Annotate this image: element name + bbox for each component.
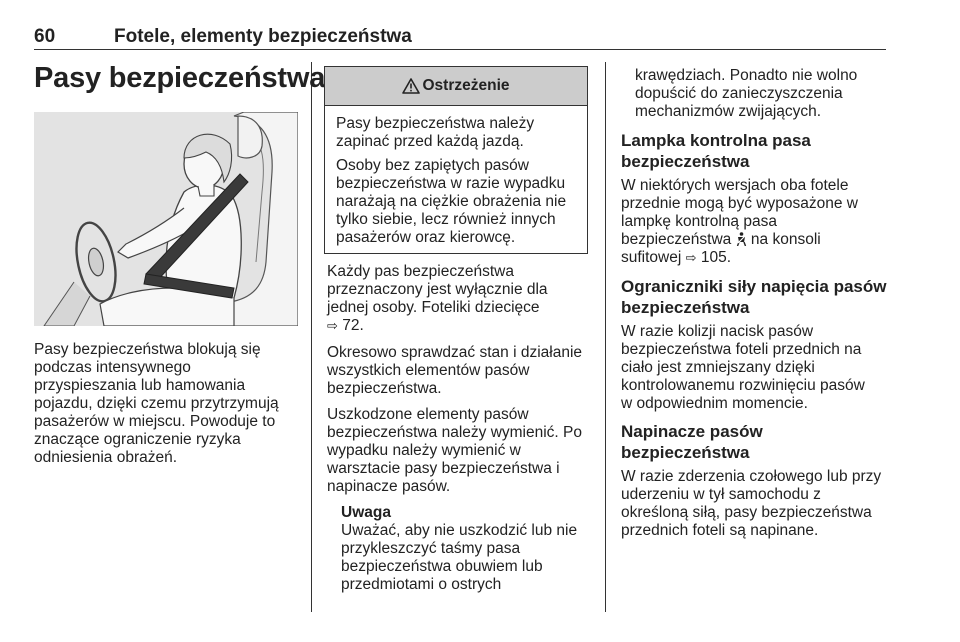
text-line: Osoby bez zapiętych pasów <box>336 157 529 174</box>
text-line: wszystkich elementów pasów <box>327 362 530 379</box>
text-line: przedmiotami o ostrych <box>341 576 502 593</box>
text-line: uderzeniu w tył samochodu z <box>621 486 821 503</box>
text-line: bezpieczeństwa obuwiem lub <box>341 558 543 575</box>
text-line: lampkę kontrolną pasa <box>621 213 777 230</box>
text-line: W niektórych wersjach oba fotele <box>621 177 849 194</box>
warning-body <box>325 106 587 247</box>
page-reference[interactable]: ⇨ 72. <box>327 317 364 334</box>
text-line: znaczące ograniczenie ryzyka <box>34 431 241 448</box>
left-body-text <box>34 341 300 467</box>
header-rule <box>34 49 886 50</box>
text-line: przeznaczony jest wyłącznie dla <box>327 281 548 298</box>
text-line: przyspieszania lub hamowania <box>34 377 246 394</box>
text-line: zapinać przed każdą jazdą. <box>336 133 524 150</box>
text-line: Uszkodzone elementy pasów <box>327 406 529 423</box>
text-line: tylko siebie, lecz również innych <box>336 211 556 228</box>
heading-line: bezpieczeństwa <box>621 152 750 171</box>
text-line: Każdy pas bezpieczeństwa <box>327 263 514 280</box>
text-line: napinacze pasów. <box>327 478 451 495</box>
reference-page: 72 <box>342 317 360 334</box>
text-line: dopuścić do zanieczyszczenia <box>635 85 843 102</box>
heading-line: Lampka kontrolna pasa <box>621 131 811 150</box>
note-continuation <box>621 67 889 121</box>
arrow-reference-icon: ⇨ <box>685 251 697 266</box>
warning-header <box>325 67 587 106</box>
text-line: Okresowo sprawdzać stan i działanie <box>327 344 583 361</box>
heading-force-limiters <box>621 276 889 318</box>
text-line: bezpieczeństwa w razie wypadku <box>336 175 566 192</box>
text-line: mechanizmów zwijających. <box>635 103 822 120</box>
text-line: bezpieczeństwa należy wymienić. Po <box>327 424 583 441</box>
text-line: Pasy bezpieczeństwa należy <box>336 115 535 132</box>
seatbelt-warning-icon <box>736 232 747 246</box>
right-body-text <box>621 67 889 548</box>
text-line: w odpowiednim momencie. <box>621 395 808 412</box>
text-line: określoną siłą, pasy bezpieczeństwa <box>621 504 872 521</box>
text-line: pasażerów w miejscu. Powoduje to <box>34 413 276 430</box>
text-line: bezpieczeństwa foteli przednich na <box>621 341 862 358</box>
text-line: ciało jest zmniejszany dzięki <box>621 359 815 376</box>
note-block <box>327 504 595 594</box>
warning-box <box>324 66 588 254</box>
page-number: 60 <box>34 26 56 47</box>
heading-line: bezpieczeństwa <box>621 298 750 317</box>
heading-pretensioners <box>621 421 889 463</box>
heading-indicator-lamp <box>621 130 889 172</box>
column-divider-left <box>311 62 312 612</box>
section-title: Pasy bezpieczeństwa <box>34 62 326 94</box>
middle-body-text <box>327 263 595 594</box>
text-line: odniesienia obrażeń. <box>34 449 178 466</box>
warning-title: Ostrzeżenie <box>422 77 510 94</box>
text-line <box>621 231 889 249</box>
text-line: przednie mogą być wyposażone w <box>621 195 858 212</box>
text-line: W razie kolizji nacisk pasów <box>621 323 814 340</box>
column-divider-right <box>605 62 606 612</box>
text-fragment: sufitowej <box>621 249 682 266</box>
chapter-title: Fotele, elementy bezpieczeństwa <box>114 26 412 47</box>
warning-triangle-icon <box>402 78 420 94</box>
driver-with-seatbelt-icon <box>34 112 298 326</box>
text-line: przykleszczyć taśmy pasa <box>341 540 521 557</box>
text-line: wypadku należy wymienić w <box>327 442 521 459</box>
text-line: Pasy bezpieczeństwa blokują się <box>34 341 261 358</box>
heading-line: Napinacze pasów <box>621 422 763 441</box>
text-line: pojazdu, dzięki czemu przytrzymują <box>34 395 279 412</box>
text-line: pasażerów oraz kierowcę. <box>336 229 516 246</box>
text-line: jednej osoby. Foteliki dziecięce <box>327 299 540 316</box>
heading-line: Ograniczniki siły napięcia pasów <box>621 277 887 296</box>
text-line: przednich foteli są napinane. <box>621 522 819 539</box>
text-line: kontrolowanemu rozwinięciu pasów <box>621 377 865 394</box>
page-reference[interactable]: sufitowej ⇨ 105. <box>621 249 732 266</box>
text-line: narażają na ciężkie obrażenia nie <box>336 193 567 210</box>
text-line: warsztacie pasy bezpieczeństwa i <box>327 460 560 477</box>
text-line: bezpieczeństwa. <box>327 380 442 397</box>
text-fragment: bezpieczeństwa <box>621 231 732 248</box>
text-line: Uważać, aby nie uszkodzić lub nie <box>341 522 578 539</box>
seatbelt-illustration <box>34 112 298 326</box>
text-line: W razie zderzenia czołowego lub przy <box>621 468 882 485</box>
note-title: Uwaga <box>341 504 391 521</box>
arrow-reference-icon: ⇨ <box>327 319 338 334</box>
page-header <box>34 26 886 50</box>
reference-page: 105 <box>700 249 727 266</box>
text-line: podczas intensywnego <box>34 359 191 376</box>
heading-line: bezpieczeństwa <box>621 443 750 462</box>
text-line: krawędziach. Ponadto nie wolno <box>635 67 858 84</box>
text-fragment: na konsoli <box>750 231 821 248</box>
